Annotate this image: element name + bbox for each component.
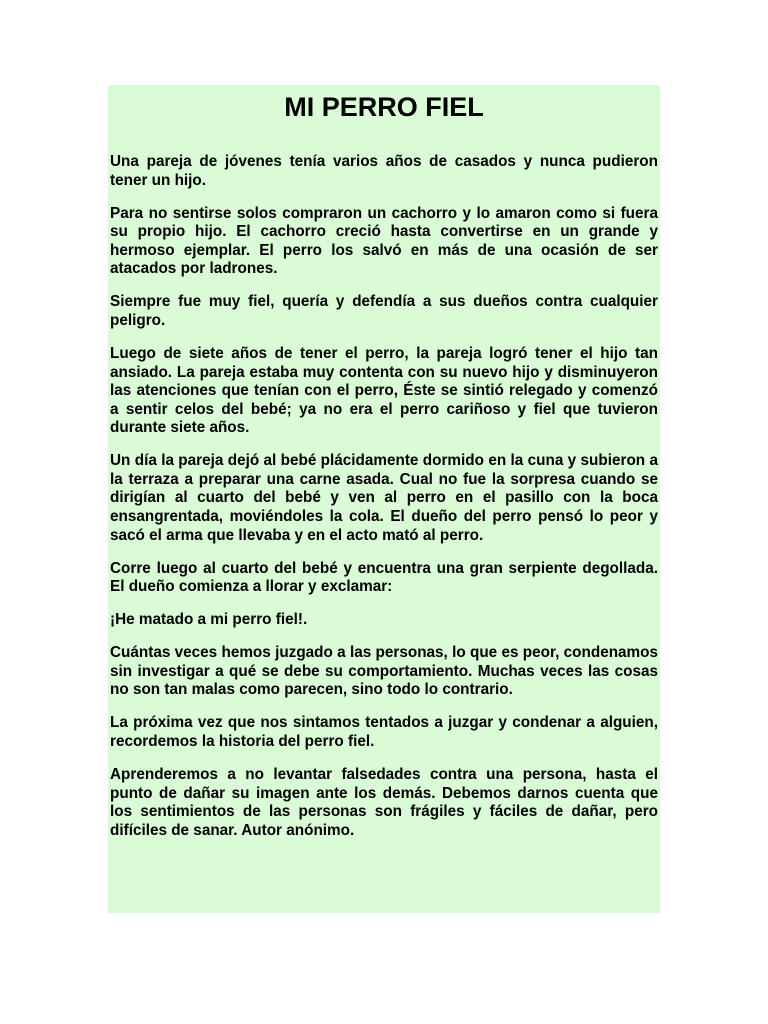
- story-paragraph-6: Corre luego al cuarto del bebé y encuentra una gran serpiente degollada. El dueño comienza a llorar y exclamar:: [110, 559, 658, 596]
- story-paragraph-3: Siempre fue muy fiel, quería y defendía a sus dueños contra cualquier peligro.: [110, 293, 658, 329]
- story-paragraph-8: Cuántas veces hemos juzgado a las personas, lo que es peor, condenamos sin investigar a qué se debe su comportamiento. Muchas veces las cosas no son tan malas como parecen, sino todo lo contrario.: [110, 644, 658, 699]
- story-text-box: [108, 85, 660, 913]
- story-paragraph-5: Un día la pareja dejó al bebé plácidamente dormido en la cuna y subieron a la terraza a preparar una carne asada. Cual no fue la sorpresa cuando se dirigían al cuarto del bebé y ven al perro en el pasillo con la boca ensangrentada, moviéndoles la cola. El dueño del perro pensó lo peor y sacó el arma que llevaba y en el acto mató al perro.: [110, 452, 658, 544]
- story-title: MI PERRO FIEL: [284, 92, 484, 122]
- story-paragraph-2: Para no sentirse solos compraron un cachorro y lo amaron como si fuera su propio hijo. El cachorro creció hasta convertirse en un grande y hermoso ejemplar. El perro los salvó en más de una ocasión de ser atacados por ladrones.: [110, 204, 658, 278]
- story-paragraph-10: Aprenderemos a no levantar falsedades contra una persona, hasta el punto de dañar su imagen ante los demás. Debemos darnos cuenta que los sentimientos de las personas son frágiles y fáciles de dañar, pero difíciles de sanar. Autor anónimo.: [110, 765, 658, 839]
- story-paragraph-9: La próxima vez que nos sintamos tentados a juzgar y condenar a alguien, recordemos la historia del perro fiel.: [110, 714, 658, 750]
- story-paragraph-7: ¡He matado a mi perro fiel!.: [110, 611, 308, 629]
- story-paragraph-1: Una pareja de jóvenes tenía varios años de casados y nunca pudieron tener un hijo.: [110, 153, 658, 189]
- story-paragraph-4: Luego de siete años de tener el perro, la pareja logró tener el hijo tan ansiado. La pareja estaba muy contenta con su nuevo hijo y disminuyeron las atenciones que tenían con el perro, Éste se sintió relegado y comenzó a sentir celos del bebé; ya no era el perro cariñoso y fiel que tuvieron durante siete años.: [110, 344, 658, 437]
